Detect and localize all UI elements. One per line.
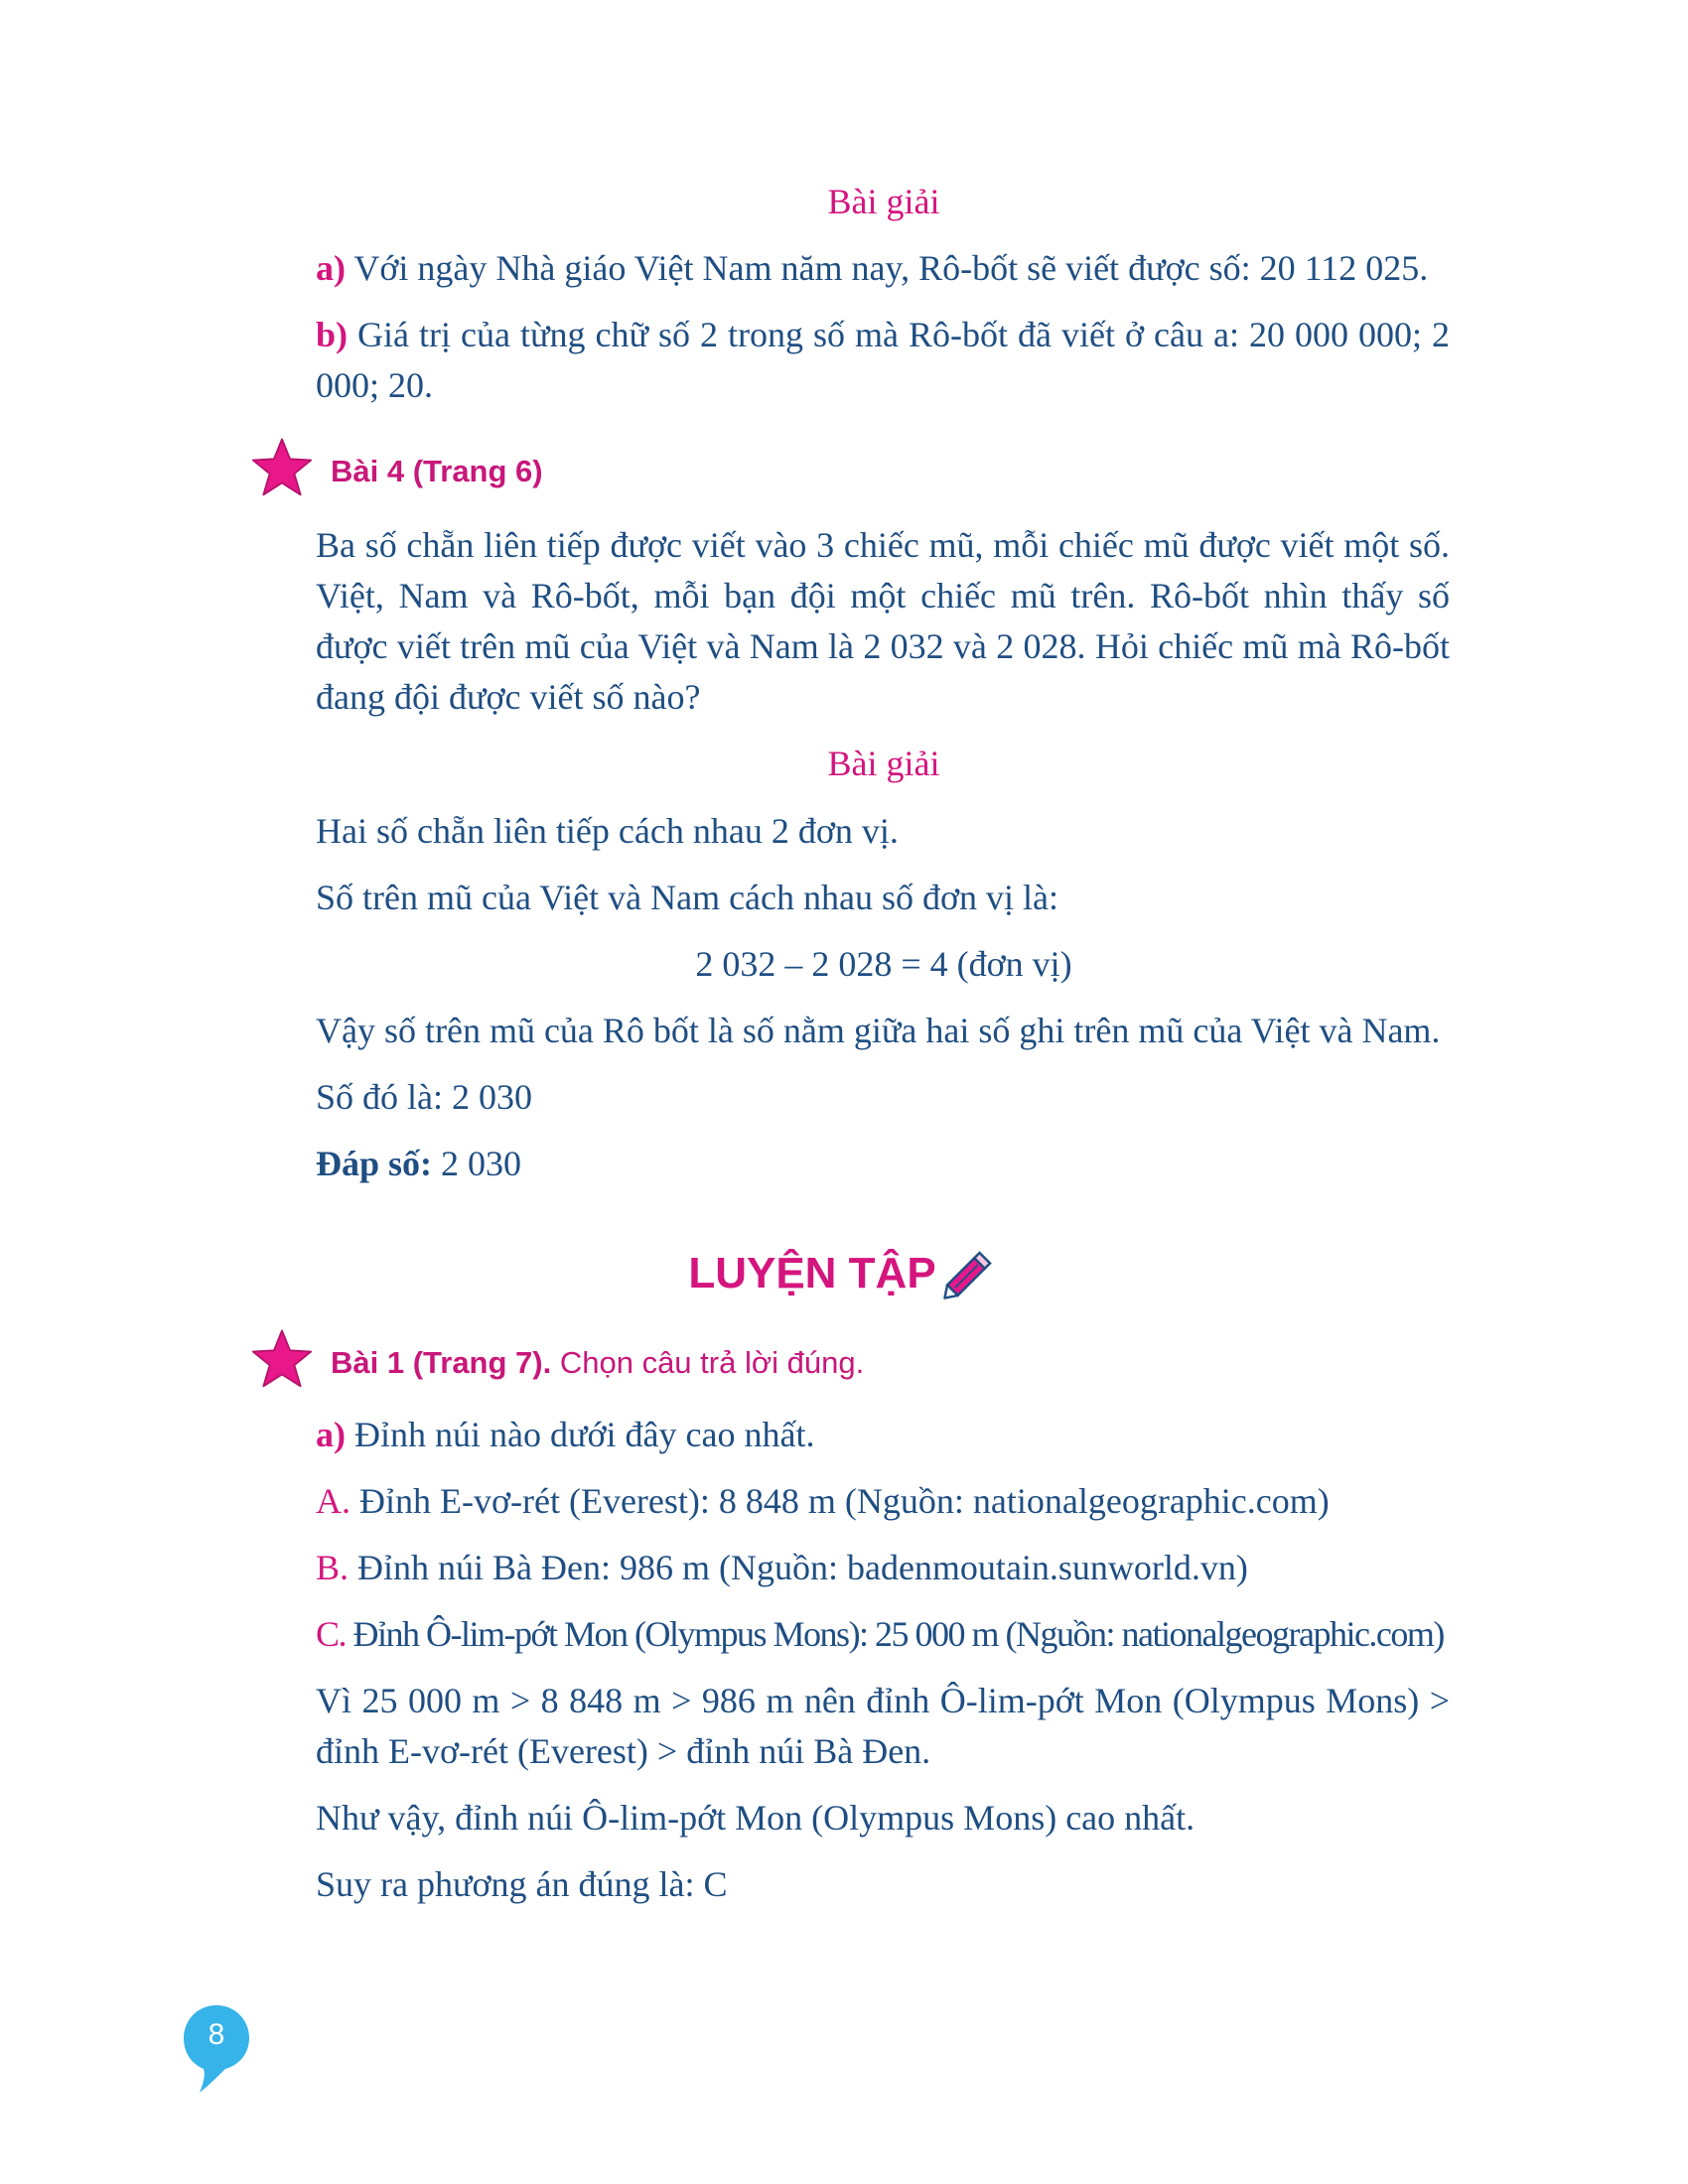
part-b-label: b) [316,315,349,354]
question-a [316,1410,1448,1459]
part-a-label: a) [316,248,346,288]
solution-line-1: Hai số chẵn liên tiếp cách nhau 2 đơn vị. [316,811,899,851]
reasoning: Vì 25 000 m > 8 848 m > 986 m nên đỉnh Ô-lim-pớt Mon (Olympus Mons) > đỉnh E-vơ-rét (Everest) > đỉnh núi Bà Đen. [316,1681,1450,1771]
conclusion: Như vậy, đỉnh núi Ô-lim-pớt Mon (Olympus Mons) cao nhất. [316,1798,1196,1838]
answer-label: Đáp số: [316,1144,433,1183]
option-c-label: C. [316,1614,347,1654]
option-b-label: B. [316,1548,350,1587]
option-a-text: Đỉnh E-vơ-rét (Everest): 8 848 m (Nguồn: nationalgeographic.com) [351,1481,1330,1521]
part-b-text: Giá trị của từng chữ số 2 trong số mà Rô-bốt đã viết ở câu a: 20 000 000; 2 000; 20. [316,315,1450,405]
question-a-label: a) [316,1415,346,1454]
solution-b [316,310,1450,411]
star-icon [251,437,313,498]
star-icon [251,1328,313,1390]
exercise-4-solution-title: Bài giải [827,744,940,783]
solution-line-3: Vậy số trên mũ của Rô bốt là số nằm giữa hai số ghi trên mũ của Việt và Nam. [316,1011,1441,1050]
exercise-4-heading: Bài 4 (Trang 6) [331,454,543,488]
exercise-1-heading-bold: Bài 1 (Trang 7). [331,1345,552,1380]
option-a [316,1476,1448,1526]
pencil-icon [938,1243,1000,1304]
solution-a [316,243,1448,293]
solution-equation: 2 032 – 2 028 = 4 (đơn vị) [695,944,1072,984]
solution-answer [316,1139,1448,1188]
exercise-1-heading [331,1343,864,1383]
option-b-text: Đỉnh núi Bà Đen: 986 m (Nguồn: badenmoutain.sunworld.vn) [349,1548,1248,1587]
answer-value: 2 030 [432,1144,522,1183]
exercise-1-heading-text: Chọn câu trả lời đúng. [551,1345,865,1380]
solution-title: Bài giải [827,182,940,221]
section-title-text: LUYỆN TẬP [688,1249,936,1297]
page-number: 8 [208,2018,225,2051]
option-c-text: Đỉnh Ô-lim-pớt Mon (Olympus Mons): 25 000 m (Nguồn: nationalgeographic.com) [346,1614,1444,1654]
option-c [316,1609,1448,1659]
option-b [316,1543,1448,1592]
solution-line-4: Số đó là: 2 030 [316,1077,533,1117]
solution-line-2: Số trên mũ của Việt và Nam cách nhau số đơn vị là: [316,878,1059,917]
final-answer: Suy ra phương án đúng là: C [316,1864,728,1904]
exercise-4-problem: Ba số chẵn liên tiếp được viết vào 3 chiếc mũ, mỗi chiếc mũ được viết một số. Việt, Nam và Rô-bốt, mỗi bạn đội một chiếc mũ trên. Rô-bốt nhìn thấy số được viết trên mũ của Việt và Nam là 2 032 và 2 028. Hỏi chiếc mũ mà Rô-bốt đang đội được viết số nào? [316,525,1450,717]
section-title [0,1243,1688,1304]
question-a-text: Đỉnh núi nào dưới đây cao nhất. [346,1415,815,1454]
part-a-text: Với ngày Nhà giáo Việt Nam năm nay, Rô-bốt sẽ viết được số: 20 112 025. [346,248,1429,288]
option-a-label: A. [316,1481,351,1521]
